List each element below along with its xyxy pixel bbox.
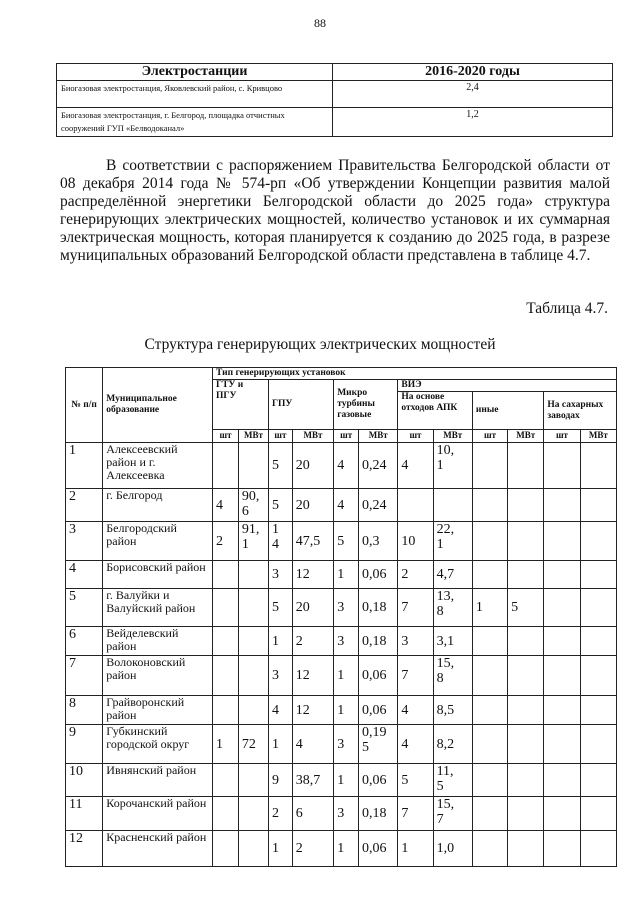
- value-cell: 12: [292, 561, 333, 589]
- value-cell: 1: [334, 696, 359, 725]
- plant-value: 2,4: [333, 81, 613, 108]
- header-gtu: ГТУ и ПГУ: [213, 380, 269, 430]
- value-cell: 0,06: [359, 561, 398, 589]
- value-cell: 0,24: [359, 489, 398, 522]
- value-cell: 5: [268, 589, 292, 627]
- value-cell: [472, 764, 507, 797]
- header-gpu: ГПУ: [268, 380, 333, 430]
- value-cell: [398, 489, 433, 522]
- value-cell: [544, 725, 580, 764]
- unit-sht: шт: [398, 430, 433, 443]
- value-cell: 5: [398, 764, 433, 797]
- plant-name: Биогазовая электростанция, Яковлевский район, с. Кривцово: [57, 81, 333, 108]
- value-cell: [580, 797, 616, 831]
- value-cell: [544, 831, 580, 867]
- value-cell: [508, 561, 544, 589]
- table-row: [66, 831, 617, 867]
- value-cell: 20: [292, 589, 333, 627]
- value-cell: [580, 725, 616, 764]
- municipality-name: Корочанский район: [103, 797, 213, 831]
- value-cell: [238, 561, 268, 589]
- table-row: [66, 561, 617, 589]
- value-cell: [472, 627, 507, 656]
- table-row: [66, 797, 617, 831]
- value-cell: [213, 656, 239, 696]
- value-cell: 0,18: [359, 797, 398, 831]
- row-number: 10: [66, 764, 103, 797]
- value-cell: 3: [334, 589, 359, 627]
- value-cell: [213, 797, 239, 831]
- value-cell: 91, 1: [238, 522, 268, 561]
- value-cell: [580, 627, 616, 656]
- unit-mw: МВт: [238, 430, 268, 443]
- value-cell: 0,06: [359, 696, 398, 725]
- body-paragraph: В соответствии с распоряжением Правительства Белгородской области от 08 декабря 2014 года № 574-рп «Об утверждении Концепции развития малой распределённой энергетики Белгородской области до 2025 года» структура генерирующих электрических мощностей, количество установок и их суммарная электрическая мощность, которая планируется к созданию до 2025 года, в разрезе муниципальных образований Белгородской области представлена в таблице 4.7.: [60, 157, 610, 264]
- municipality-name: г. Белгород: [103, 489, 213, 522]
- value-cell: 7: [398, 797, 433, 831]
- value-cell: [472, 656, 507, 696]
- unit-mw: МВт: [508, 430, 544, 443]
- value-cell: [508, 627, 544, 656]
- value-cell: 5: [508, 589, 544, 627]
- value-cell: 11, 5: [433, 764, 472, 797]
- value-cell: 1: [334, 656, 359, 696]
- unit-sht: шт: [544, 430, 580, 443]
- value-cell: 3: [398, 627, 433, 656]
- header-microturbines: Микро турбины газовые: [334, 380, 398, 430]
- value-cell: [544, 696, 580, 725]
- value-cell: [544, 656, 580, 696]
- value-cell: [213, 696, 239, 725]
- value-cell: 3: [268, 656, 292, 696]
- value-cell: [238, 589, 268, 627]
- value-cell: [544, 764, 580, 797]
- page-number: 88: [314, 16, 326, 30]
- value-cell: 20: [292, 489, 333, 522]
- value-cell: [580, 764, 616, 797]
- value-cell: 13, 8: [433, 589, 472, 627]
- value-cell: [508, 797, 544, 831]
- value-cell: 1: [334, 764, 359, 797]
- value-cell: [508, 489, 544, 522]
- header-apk: На основе отходов АПК: [398, 392, 473, 430]
- value-cell: [238, 764, 268, 797]
- unit-mw: МВт: [292, 430, 333, 443]
- municipality-name: Волоконовский район: [103, 656, 213, 696]
- municipality-name: Грайворонский район: [103, 696, 213, 725]
- value-cell: [544, 797, 580, 831]
- value-cell: [580, 522, 616, 561]
- value-cell: [238, 656, 268, 696]
- value-cell: 4: [213, 489, 239, 522]
- header-number: № п/п: [66, 368, 103, 443]
- value-cell: 0,3: [359, 522, 398, 561]
- generation-structure-table: [65, 367, 617, 867]
- value-cell: [544, 443, 580, 489]
- value-cell: [238, 831, 268, 867]
- value-cell: 10, 1: [433, 443, 472, 489]
- value-cell: 47,5: [292, 522, 333, 561]
- value-cell: 7: [398, 589, 433, 627]
- value-cell: 90, 6: [238, 489, 268, 522]
- value-cell: 0,19 5: [359, 725, 398, 764]
- value-cell: 3: [334, 627, 359, 656]
- value-cell: 5: [334, 522, 359, 561]
- value-cell: [213, 443, 239, 489]
- municipality-name: Белгородский район: [103, 522, 213, 561]
- value-cell: 1,0: [433, 831, 472, 867]
- municipality-name: Вейделевский район: [103, 627, 213, 656]
- unit-sht: шт: [213, 430, 239, 443]
- unit-mw: МВт: [433, 430, 472, 443]
- municipality-name: г. Валуйки и Валуйский район: [103, 589, 213, 627]
- value-cell: [508, 696, 544, 725]
- value-cell: 1: [213, 725, 239, 764]
- value-cell: [472, 831, 507, 867]
- value-cell: 4: [398, 443, 433, 489]
- row-number: 5: [66, 589, 103, 627]
- value-cell: 8,2: [433, 725, 472, 764]
- value-cell: [238, 797, 268, 831]
- value-cell: [472, 725, 507, 764]
- value-cell: 1: [334, 831, 359, 867]
- value-cell: 4: [334, 489, 359, 522]
- value-cell: 3: [268, 561, 292, 589]
- value-cell: 1: [268, 831, 292, 867]
- value-cell: [238, 696, 268, 725]
- value-cell: 4: [398, 696, 433, 725]
- unit-mw: МВт: [359, 430, 398, 443]
- table-row: [66, 696, 617, 725]
- value-cell: 0,06: [359, 764, 398, 797]
- municipality-name: Алексеевский район и г. Алексеевка: [103, 443, 213, 489]
- unit-sht: шт: [268, 430, 292, 443]
- table-row: [66, 764, 617, 797]
- value-cell: 1: [398, 831, 433, 867]
- value-cell: [544, 522, 580, 561]
- unit-sht: шт: [472, 430, 507, 443]
- table-row: [66, 522, 617, 561]
- value-cell: [508, 656, 544, 696]
- value-cell: 10: [398, 522, 433, 561]
- value-cell: [544, 589, 580, 627]
- value-cell: 12: [292, 696, 333, 725]
- table-row: [66, 656, 617, 696]
- value-cell: [472, 561, 507, 589]
- value-cell: [580, 561, 616, 589]
- row-number: 6: [66, 627, 103, 656]
- header-years: 2016-2020 годы: [333, 64, 613, 81]
- value-cell: 15, 8: [433, 656, 472, 696]
- value-cell: [238, 443, 268, 489]
- table-row: [66, 725, 617, 764]
- value-cell: 7: [398, 656, 433, 696]
- value-cell: 3: [334, 797, 359, 831]
- row-number: 7: [66, 656, 103, 696]
- row-number: 4: [66, 561, 103, 589]
- value-cell: 15, 7: [433, 797, 472, 831]
- value-cell: 0,18: [359, 589, 398, 627]
- value-cell: [213, 561, 239, 589]
- value-cell: [544, 627, 580, 656]
- table-caption: Структура генерирующих электрических мощностей: [144, 336, 496, 353]
- value-cell: [472, 522, 507, 561]
- value-cell: 4: [398, 725, 433, 764]
- value-cell: 2: [292, 831, 333, 867]
- header-other: иные: [472, 392, 543, 430]
- value-cell: 12: [292, 656, 333, 696]
- value-cell: [213, 589, 239, 627]
- value-cell: [472, 797, 507, 831]
- value-cell: 20: [292, 443, 333, 489]
- value-cell: [472, 443, 507, 489]
- municipality-name: Губкинский городской округ: [103, 725, 213, 764]
- value-cell: 5: [268, 443, 292, 489]
- value-cell: 1: [334, 561, 359, 589]
- value-cell: [508, 725, 544, 764]
- value-cell: [580, 489, 616, 522]
- value-cell: [508, 831, 544, 867]
- value-cell: 3: [334, 725, 359, 764]
- value-cell: [544, 561, 580, 589]
- value-cell: 4: [268, 696, 292, 725]
- header-sugar: На сахарных заводах: [544, 392, 617, 430]
- municipality-name: Борисовский район: [103, 561, 213, 589]
- value-cell: 0,18: [359, 627, 398, 656]
- value-cell: 8,5: [433, 696, 472, 725]
- value-cell: 72: [238, 725, 268, 764]
- value-cell: 2: [213, 522, 239, 561]
- value-cell: 4: [334, 443, 359, 489]
- value-cell: [472, 489, 507, 522]
- value-cell: [508, 443, 544, 489]
- value-cell: 4: [292, 725, 333, 764]
- table-row: [66, 589, 617, 627]
- header-municipality: Муниципальное образование: [103, 368, 213, 443]
- value-cell: 0,06: [359, 831, 398, 867]
- unit-sht: шт: [334, 430, 359, 443]
- table-row: [66, 489, 617, 522]
- value-cell: 0,24: [359, 443, 398, 489]
- value-cell: [508, 764, 544, 797]
- value-cell: [213, 627, 239, 656]
- value-cell: [213, 764, 239, 797]
- plant-value: 1,2: [333, 108, 613, 137]
- row-number: 2: [66, 489, 103, 522]
- row-number: 11: [66, 797, 103, 831]
- value-cell: 2: [268, 797, 292, 831]
- value-cell: 4,7: [433, 561, 472, 589]
- row-number: 9: [66, 725, 103, 764]
- value-cell: [472, 696, 507, 725]
- value-cell: [544, 489, 580, 522]
- row-number: 8: [66, 696, 103, 725]
- value-cell: 1: [472, 589, 507, 627]
- municipality-name: Ивнянский район: [103, 764, 213, 797]
- value-cell: 1: [268, 627, 292, 656]
- value-cell: 38,7: [292, 764, 333, 797]
- table-row: [66, 443, 617, 489]
- value-cell: [580, 696, 616, 725]
- plant-name: Биогазовая электростанция, г. Белгород, площадка отчистных сооружений ГУП «Белводоканал»: [57, 108, 333, 137]
- value-cell: [580, 589, 616, 627]
- value-cell: 3,1: [433, 627, 472, 656]
- value-cell: [508, 522, 544, 561]
- value-cell: 9: [268, 764, 292, 797]
- value-cell: [238, 627, 268, 656]
- value-cell: [580, 656, 616, 696]
- value-cell: 1: [268, 725, 292, 764]
- value-cell: [213, 831, 239, 867]
- value-cell: 2: [398, 561, 433, 589]
- unit-mw: МВт: [580, 430, 616, 443]
- header-vie: ВИЭ: [398, 380, 617, 392]
- table-row: [66, 627, 617, 656]
- table-body: [66, 443, 617, 867]
- value-cell: 6: [292, 797, 333, 831]
- value-cell: [580, 831, 616, 867]
- row-number: 12: [66, 831, 103, 867]
- value-cell: 22, 1: [433, 522, 472, 561]
- row-number: 1: [66, 443, 103, 489]
- value-cell: 0,06: [359, 656, 398, 696]
- row-number: 3: [66, 522, 103, 561]
- header-plants: Электростанции: [57, 64, 333, 81]
- power-plants-table: [56, 63, 613, 137]
- value-cell: 1 4: [268, 522, 292, 561]
- municipality-name: Красненский район: [103, 831, 213, 867]
- value-cell: [433, 489, 472, 522]
- value-cell: 5: [268, 489, 292, 522]
- table-label: Таблица 4.7.: [526, 300, 608, 317]
- value-cell: [580, 443, 616, 489]
- header-installation-type: Тип генерирующих установок: [213, 368, 617, 380]
- value-cell: 2: [292, 627, 333, 656]
